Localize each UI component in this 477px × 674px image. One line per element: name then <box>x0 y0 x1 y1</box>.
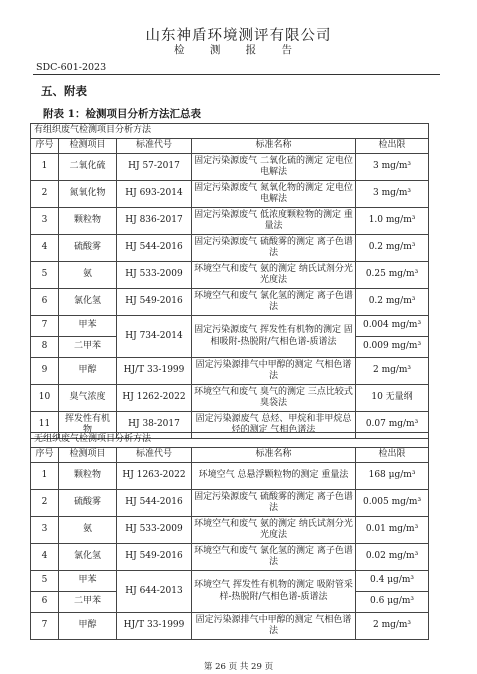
row-limit: 2 mg/m³ <box>356 613 429 640</box>
row-limit: 0.2 mg/m³ <box>356 289 429 316</box>
row-limit: 0.004 mg/m³ <box>356 316 429 337</box>
table-row <box>31 181 429 208</box>
table-row <box>31 358 429 385</box>
table-row <box>31 571 429 592</box>
row-code: HJ 544-2016 <box>117 490 192 517</box>
row-limit: 0.02 mg/m³ <box>356 544 429 571</box>
row-limit: 0.01 mg/m³ <box>356 517 429 544</box>
row-no: 11 <box>31 412 59 439</box>
table-title: 有组织废气检测项目分析方法 <box>31 124 429 139</box>
header-limit: 检出限 <box>356 448 429 463</box>
row-no: 7 <box>31 613 59 640</box>
row-no: 3 <box>31 517 59 544</box>
header-no: 序号 <box>31 139 59 154</box>
company-name: 山东神盾环境测评有限公司 <box>145 28 332 44</box>
table-row <box>31 613 429 640</box>
row-item: 氯化氢 <box>59 544 117 571</box>
row-code: HJ 533-2009 <box>117 262 192 289</box>
header-code: 标准代号 <box>117 139 192 154</box>
row-no: 10 <box>31 385 59 412</box>
table-title: 无组织废气检测项目分析方法 <box>31 433 429 448</box>
row-no: 3 <box>31 208 59 235</box>
table-header-row <box>31 139 429 154</box>
row-limit: 0.005 mg/m³ <box>356 490 429 517</box>
row-limit: 0.4 μg/m³ <box>356 571 429 592</box>
section-title: 五、附表 <box>41 84 87 98</box>
row-standard-name: 固定污染源废气 总烃、甲烷和非甲烷总烃的测定 气相色谱法 <box>192 412 356 439</box>
row-standard-name: 固定污染源废气 低浓度颗粒物的测定 重量法 <box>192 208 356 235</box>
row-code: HJ 734-2014 <box>117 316 192 358</box>
row-no: 5 <box>31 262 59 289</box>
header-divider <box>33 74 440 75</box>
row-code: HJ/T 33-1999 <box>117 358 192 385</box>
row-standard-name: 环境空气 总悬浮颗粒物的测定 重量法 <box>192 463 356 490</box>
table-row <box>31 289 429 316</box>
row-item: 氨 <box>59 262 117 289</box>
row-no: 1 <box>31 463 59 490</box>
row-item: 氨 <box>59 517 117 544</box>
row-limit: 0.009 mg/m³ <box>356 337 429 358</box>
row-code: HJ 544-2016 <box>117 235 192 262</box>
row-code: HJ 836-2017 <box>117 208 192 235</box>
row-standard-name: 固定污染源废气 硫酸雾的测定 离子色谱法 <box>192 235 356 262</box>
table-row <box>31 490 429 517</box>
row-item: 甲苯 <box>59 571 117 592</box>
row-standard-name: 固定污染源废气 二氧化硫的测定 定电位电解法 <box>192 154 356 181</box>
row-item: 甲醇 <box>59 613 117 640</box>
row-no: 5 <box>31 571 59 592</box>
row-item: 臭气浓度 <box>59 385 117 412</box>
row-standard-name: 环境空气 挥发性有机物的测定 吸附管采样-热脱附/气相色谱-质谱法 <box>192 571 356 613</box>
row-item: 氮氧化物 <box>59 181 117 208</box>
row-no: 2 <box>31 490 59 517</box>
row-item: 硫酸雾 <box>59 490 117 517</box>
header-no: 序号 <box>31 448 59 463</box>
row-standard-name: 环境空气和废气 臭气的测定 三点比较式臭袋法 <box>192 385 356 412</box>
row-no: 8 <box>31 337 59 358</box>
row-item: 颗粒物 <box>59 208 117 235</box>
row-limit: 3 mg/m³ <box>356 154 429 181</box>
row-item: 挥发性有机物 <box>59 412 117 439</box>
row-code: HJ 644-2013 <box>117 571 192 613</box>
row-limit: 0.2 mg/m³ <box>356 235 429 262</box>
row-standard-name: 环境空气和废气 氯化氢的测定 离子色谱法 <box>192 544 356 571</box>
table-row <box>31 316 429 337</box>
table-row <box>31 385 429 412</box>
row-item: 二氧化硫 <box>59 154 117 181</box>
row-standard-name: 环境空气和废气 氨的测定 纳氏试剂分光光度法 <box>192 262 356 289</box>
table-caption: 附表 1：检测项目分析方法汇总表 <box>43 108 201 120</box>
row-item: 甲苯 <box>59 316 117 337</box>
table-row <box>31 463 429 490</box>
header-code: 标准代号 <box>117 448 192 463</box>
row-standard-name: 环境空气和废气 氯化氢的测定 离子色谱法 <box>192 289 356 316</box>
table-row <box>31 262 429 289</box>
row-no: 4 <box>31 544 59 571</box>
row-code: HJ 549-2016 <box>117 289 192 316</box>
header-standard-name: 标准名称 <box>192 448 356 463</box>
table-row <box>31 154 429 181</box>
header-limit: 检出限 <box>356 139 429 154</box>
row-limit: 2 mg/m³ <box>356 358 429 385</box>
row-code: HJ 549-2016 <box>117 544 192 571</box>
row-limit: 3 mg/m³ <box>356 181 429 208</box>
row-item: 硫酸雾 <box>59 235 117 262</box>
table-header-row <box>31 448 429 463</box>
row-item: 二甲苯 <box>59 592 117 613</box>
report-subtitle: 检 测 报 告 <box>173 44 303 56</box>
row-code: HJ 693-2014 <box>117 181 192 208</box>
row-code: HJ 38-2017 <box>117 412 192 439</box>
row-no: 7 <box>31 316 59 337</box>
row-no: 6 <box>31 592 59 613</box>
table-row <box>31 544 429 571</box>
table-row <box>31 517 429 544</box>
table-title-row <box>31 124 429 139</box>
row-standard-name: 固定污染源废气 挥发性有机物的测定 固相吸附-热脱附/气相色谱-质谱法 <box>192 316 356 358</box>
row-no: 2 <box>31 181 59 208</box>
fugitive-emission-table <box>30 432 429 640</box>
row-no: 9 <box>31 358 59 385</box>
row-limit: 0.6 μg/m³ <box>356 592 429 613</box>
row-standard-name: 固定污染源废气 氮氧化物的测定 定电位电解法 <box>192 181 356 208</box>
row-item: 氯化氢 <box>59 289 117 316</box>
row-no: 1 <box>31 154 59 181</box>
header-item: 检测项目 <box>59 139 117 154</box>
header-item: 检测项目 <box>59 448 117 463</box>
row-limit: 1.0 mg/m³ <box>356 208 429 235</box>
table-row <box>31 235 429 262</box>
table-title-row <box>31 433 429 448</box>
row-no: 6 <box>31 289 59 316</box>
row-limit: 10 无量纲 <box>356 385 429 412</box>
row-code: HJ 1263-2022 <box>117 463 192 490</box>
row-code: HJ 1262-2022 <box>117 385 192 412</box>
row-standard-name: 环境空气和废气 氨的测定 纳氏试剂分光光度法 <box>192 517 356 544</box>
organized-emission-table <box>30 123 429 439</box>
row-standard-name: 固定污染源排气中甲醇的测定 气相色谱法 <box>192 613 356 640</box>
row-no: 4 <box>31 235 59 262</box>
row-item: 颗粒物 <box>59 463 117 490</box>
row-standard-name: 固定污染源废气 硫酸雾的测定 离子色谱法 <box>192 490 356 517</box>
row-code: HJ 57-2017 <box>117 154 192 181</box>
row-item: 甲醇 <box>59 358 117 385</box>
row-standard-name: 固定污染源排气中甲醇的测定 气相色谱法 <box>192 358 356 385</box>
row-limit: 0.25 mg/m³ <box>356 262 429 289</box>
header-standard-name: 标准名称 <box>192 139 356 154</box>
page-footer: 第 26 页 共 29 页 <box>203 662 274 672</box>
row-limit: 0.07 mg/m³ <box>356 412 429 439</box>
row-code: HJ/T 33-1999 <box>117 613 192 640</box>
table-row <box>31 208 429 235</box>
row-code: HJ 533-2009 <box>117 517 192 544</box>
row-item: 二甲苯 <box>59 337 117 358</box>
row-limit: 168 μg/m³ <box>356 463 429 490</box>
document-number: SDC-601-2023 <box>36 62 107 73</box>
